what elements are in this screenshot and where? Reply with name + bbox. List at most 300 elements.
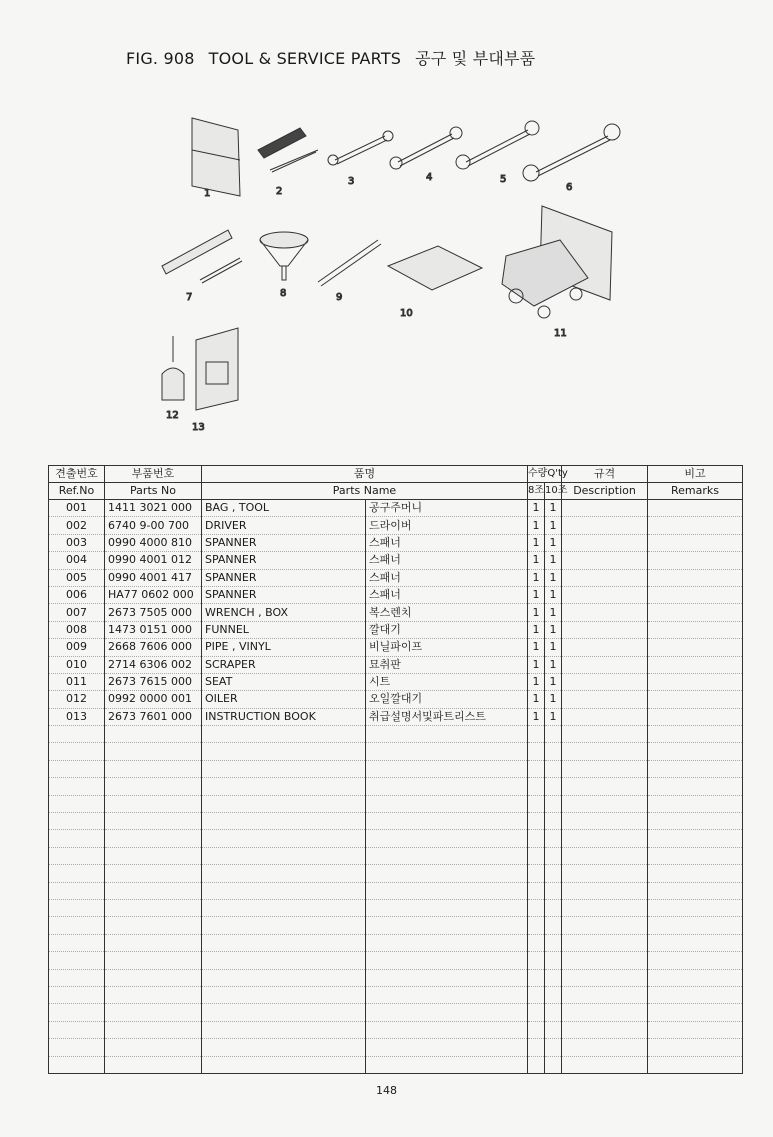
cell-name-en: BAG , TOOL [202, 500, 366, 517]
box-wrench-drawing [162, 230, 242, 283]
cell-q8: 1 [528, 517, 545, 534]
cell-ref: 007 [49, 604, 105, 621]
col-partsno-en: Parts No [105, 483, 202, 500]
cell-name-ko [366, 934, 528, 951]
cell-ref: 006 [49, 586, 105, 603]
cell-parts-no: 1411 3021 000 [105, 500, 202, 517]
cell-name-en [202, 1039, 366, 1056]
cell-q10 [545, 969, 562, 986]
title-english: TOOL & SERVICE PARTS [208, 49, 402, 68]
callout-5: 5 [500, 174, 507, 185]
cell-remarks [648, 673, 743, 690]
cell-name-en [202, 847, 366, 864]
cell-name-ko [366, 813, 528, 830]
cell-remarks [648, 830, 743, 847]
cell-q8: 1 [528, 500, 545, 517]
cell-ref [49, 917, 105, 934]
cell-parts-no: 2673 7615 000 [105, 673, 202, 690]
empty-table-row [49, 1021, 743, 1038]
table-row [49, 691, 743, 708]
cell-remarks [648, 986, 743, 1003]
cell-parts-no: 0992 0000 001 [105, 691, 202, 708]
cell-q8: 1 [528, 534, 545, 551]
cell-desc [562, 986, 648, 1003]
parts-table-body [49, 500, 743, 1074]
cell-q10 [545, 899, 562, 916]
cell-q10 [545, 934, 562, 951]
cell-parts-no: 0990 4001 012 [105, 552, 202, 569]
cell-desc [562, 639, 648, 656]
cell-parts-no [105, 952, 202, 969]
col-qty-8: 8조 [528, 483, 545, 500]
cell-q10: 1 [545, 569, 562, 586]
cell-desc [562, 847, 648, 864]
cell-name-en: INSTRUCTION BOOK [202, 708, 366, 725]
cell-name-ko [366, 1039, 528, 1056]
cell-name-ko [366, 969, 528, 986]
empty-table-row [49, 969, 743, 986]
empty-table-row [49, 952, 743, 969]
cell-q10 [545, 986, 562, 1003]
cell-desc [562, 778, 648, 795]
cell-ref [49, 1039, 105, 1056]
col-desc-ko: 규격 [562, 466, 648, 483]
table-row [49, 639, 743, 656]
cell-desc [562, 899, 648, 916]
cell-ref [49, 934, 105, 951]
cell-q8: 1 [528, 569, 545, 586]
empty-table-row [49, 778, 743, 795]
cell-q8 [528, 1021, 545, 1038]
header-row-english [49, 483, 743, 500]
table-row [49, 569, 743, 586]
table-row [49, 621, 743, 638]
col-qty-ko: 수량Q'ty [528, 466, 562, 483]
callout-13: 13 [192, 422, 205, 433]
cell-desc [562, 552, 648, 569]
cell-desc [562, 795, 648, 812]
cell-parts-no: 2714 6306 002 [105, 656, 202, 673]
cell-name-ko [366, 795, 528, 812]
cell-name-ko [366, 986, 528, 1003]
cell-name-ko [366, 952, 528, 969]
cell-name-en [202, 760, 366, 777]
table-row [49, 534, 743, 551]
cell-name-en [202, 986, 366, 1003]
callout-2: 2 [276, 186, 283, 197]
cell-q8 [528, 917, 545, 934]
cell-remarks [648, 813, 743, 830]
cell-name-en: SPANNER [202, 569, 366, 586]
cell-parts-no: HA77 0602 000 [105, 586, 202, 603]
cell-q10: 1 [545, 621, 562, 638]
cell-name-ko [366, 917, 528, 934]
cell-remarks [648, 1004, 743, 1021]
spanner-5-drawing [456, 121, 539, 169]
empty-table-row [49, 865, 743, 882]
cell-parts-no [105, 1021, 202, 1038]
cell-desc [562, 813, 648, 830]
cell-ref [49, 899, 105, 916]
cell-desc [562, 917, 648, 934]
cell-parts-no: 2673 7601 000 [105, 708, 202, 725]
cell-remarks [648, 569, 743, 586]
cell-name-ko: 스패너 [366, 569, 528, 586]
cell-desc [562, 934, 648, 951]
page-number: 148 [376, 1084, 397, 1097]
cell-name-ko [366, 1021, 528, 1038]
cell-name-en: PIPE , VINYL [202, 639, 366, 656]
cell-q8 [528, 813, 545, 830]
cell-parts-no: 1473 0151 000 [105, 621, 202, 638]
cell-parts-no [105, 743, 202, 760]
cell-q10 [545, 760, 562, 777]
cell-remarks [648, 621, 743, 638]
cell-name-ko: 비닐파이프 [366, 639, 528, 656]
cell-q10: 1 [545, 708, 562, 725]
cell-name-ko: 묘취판 [366, 656, 528, 673]
cell-ref [49, 813, 105, 830]
cell-remarks [648, 656, 743, 673]
cell-remarks [648, 917, 743, 934]
cell-name-ko: 공구주머니 [366, 500, 528, 517]
cell-q10 [545, 1056, 562, 1073]
cell-ref: 008 [49, 621, 105, 638]
cell-name-ko: 복스렌치 [366, 604, 528, 621]
tool-bag-drawing [192, 118, 240, 196]
empty-table-row [49, 743, 743, 760]
cell-q8 [528, 760, 545, 777]
cell-desc [562, 830, 648, 847]
cell-desc [562, 1056, 648, 1073]
cell-desc [562, 586, 648, 603]
cell-q10: 1 [545, 691, 562, 708]
cell-ref [49, 830, 105, 847]
cell-ref [49, 1056, 105, 1073]
cell-q8: 1 [528, 586, 545, 603]
table-row [49, 517, 743, 534]
empty-table-row [49, 917, 743, 934]
cell-name-en [202, 795, 366, 812]
cell-q10 [545, 1004, 562, 1021]
cell-q10: 1 [545, 552, 562, 569]
cell-desc [562, 500, 648, 517]
cell-name-ko: 시트 [366, 673, 528, 690]
spanner-4-drawing [390, 127, 462, 169]
cell-parts-no: 0990 4000 810 [105, 534, 202, 551]
cell-q8: 1 [528, 639, 545, 656]
empty-table-row [49, 760, 743, 777]
cell-name-en [202, 882, 366, 899]
cell-remarks [648, 534, 743, 551]
cell-remarks [648, 743, 743, 760]
cell-name-en [202, 1056, 366, 1073]
cell-name-en: SEAT [202, 673, 366, 690]
cell-remarks [648, 517, 743, 534]
cell-remarks [648, 586, 743, 603]
parts-table [48, 465, 743, 1074]
col-name-ko: 품명 [202, 466, 528, 483]
cell-ref: 011 [49, 673, 105, 690]
empty-table-row [49, 882, 743, 899]
cell-name-ko [366, 778, 528, 795]
cell-desc [562, 673, 648, 690]
cell-name-en: SPANNER [202, 552, 366, 569]
cell-name-ko [366, 899, 528, 916]
cell-desc [562, 726, 648, 743]
cell-name-en [202, 952, 366, 969]
cell-q8 [528, 726, 545, 743]
cell-q8 [528, 865, 545, 882]
cell-q10 [545, 865, 562, 882]
cell-name-en: SPANNER [202, 534, 366, 551]
cell-name-en: WRENCH , BOX [202, 604, 366, 621]
cell-name-ko [366, 760, 528, 777]
cell-parts-no [105, 813, 202, 830]
cell-q8: 1 [528, 604, 545, 621]
cell-name-ko: 깔대기 [366, 621, 528, 638]
cell-parts-no: 2668 7606 000 [105, 639, 202, 656]
funnel-drawing [260, 232, 308, 280]
cell-q10 [545, 726, 562, 743]
col-remarks-en: Remarks [648, 483, 743, 500]
cell-remarks [648, 847, 743, 864]
empty-table-row [49, 795, 743, 812]
cell-q8 [528, 882, 545, 899]
callout-4: 4 [426, 172, 433, 183]
cell-desc [562, 1004, 648, 1021]
cell-desc [562, 743, 648, 760]
cell-parts-no [105, 1004, 202, 1021]
cell-ref [49, 986, 105, 1003]
cell-q10: 1 [545, 673, 562, 690]
cell-q8: 1 [528, 656, 545, 673]
spanner-3-drawing [328, 131, 393, 165]
cell-desc [562, 691, 648, 708]
cell-ref [49, 743, 105, 760]
cell-ref: 003 [49, 534, 105, 551]
cell-parts-no: 2673 7505 000 [105, 604, 202, 621]
cell-name-ko: 드라이버 [366, 517, 528, 534]
cell-remarks [648, 865, 743, 882]
cell-ref [49, 1004, 105, 1021]
page-title [126, 46, 535, 69]
cell-ref [49, 778, 105, 795]
cell-name-en [202, 934, 366, 951]
cell-name-en: DRIVER [202, 517, 366, 534]
cell-ref [49, 882, 105, 899]
parts-illustration [140, 100, 640, 440]
empty-table-row [49, 1004, 743, 1021]
cell-parts-no [105, 882, 202, 899]
cell-ref: 004 [49, 552, 105, 569]
cell-parts-no [105, 934, 202, 951]
cell-q8 [528, 952, 545, 969]
callout-9: 9 [336, 292, 343, 303]
cell-name-ko: 오일깔대기 [366, 691, 528, 708]
cell-remarks [648, 639, 743, 656]
cell-desc [562, 969, 648, 986]
seat-drawing [502, 206, 612, 318]
cell-q8 [528, 934, 545, 951]
empty-table-row [49, 1039, 743, 1056]
cell-name-ko [366, 1056, 528, 1073]
cell-name-en [202, 865, 366, 882]
cell-ref: 012 [49, 691, 105, 708]
cell-desc [562, 1021, 648, 1038]
cell-q10: 1 [545, 656, 562, 673]
cell-q10 [545, 847, 562, 864]
cell-remarks [648, 795, 743, 812]
cell-name-en [202, 969, 366, 986]
cell-q8 [528, 1004, 545, 1021]
cell-name-en [202, 813, 366, 830]
cell-name-ko [366, 743, 528, 760]
col-ref-en: Ref.No [49, 483, 105, 500]
cell-parts-no [105, 899, 202, 916]
cell-parts-no [105, 986, 202, 1003]
cell-q10 [545, 830, 562, 847]
cell-q8 [528, 1039, 545, 1056]
header-row-korean [49, 466, 743, 483]
col-ref-ko: 견출번호 [49, 466, 105, 483]
cell-desc [562, 865, 648, 882]
cell-remarks [648, 708, 743, 725]
cell-desc [562, 1039, 648, 1056]
cell-q10 [545, 917, 562, 934]
cell-name-en [202, 743, 366, 760]
cell-desc [562, 708, 648, 725]
cell-q10: 1 [545, 604, 562, 621]
cell-desc [562, 656, 648, 673]
cell-q10 [545, 1039, 562, 1056]
cell-remarks [648, 969, 743, 986]
table-row [49, 604, 743, 621]
cell-remarks [648, 882, 743, 899]
empty-table-row [49, 847, 743, 864]
cell-name-ko [366, 882, 528, 899]
cell-q8: 1 [528, 691, 545, 708]
cell-name-ko: 스패너 [366, 586, 528, 603]
cell-parts-no [105, 969, 202, 986]
cell-q8 [528, 847, 545, 864]
callout-10: 10 [400, 308, 413, 319]
cell-name-ko: 스패너 [366, 534, 528, 551]
cell-name-en [202, 778, 366, 795]
cell-parts-no: 6740 9-00 700 [105, 517, 202, 534]
col-name-en: Parts Name [202, 483, 528, 500]
cell-q8 [528, 899, 545, 916]
empty-table-row [49, 726, 743, 743]
cell-q10 [545, 743, 562, 760]
vinyl-pipe-drawing [318, 240, 381, 286]
cell-name-en [202, 917, 366, 934]
cell-q8 [528, 830, 545, 847]
callout-12: 12 [166, 410, 179, 421]
cell-q8: 1 [528, 621, 545, 638]
instruction-book-drawing [196, 328, 238, 410]
cell-remarks [648, 500, 743, 517]
cell-name-ko [366, 847, 528, 864]
cell-ref [49, 726, 105, 743]
title-korean: 공구 및 부대부품 [415, 49, 536, 68]
table-row [49, 708, 743, 725]
cell-remarks [648, 934, 743, 951]
cell-ref [49, 1021, 105, 1038]
oiler-drawing [162, 336, 184, 400]
cell-q10 [545, 882, 562, 899]
table-row [49, 500, 743, 517]
cell-remarks [648, 1021, 743, 1038]
empty-table-row [49, 934, 743, 951]
cell-remarks [648, 1056, 743, 1073]
cell-q10: 1 [545, 517, 562, 534]
scraper-drawing [388, 246, 482, 290]
cell-remarks [648, 778, 743, 795]
cell-name-en: SPANNER [202, 586, 366, 603]
empty-table-row [49, 899, 743, 916]
cell-ref [49, 847, 105, 864]
cell-parts-no [105, 865, 202, 882]
cell-remarks [648, 899, 743, 916]
empty-table-row [49, 986, 743, 1003]
cell-q10 [545, 795, 562, 812]
cell-ref: 010 [49, 656, 105, 673]
table-row [49, 586, 743, 603]
empty-table-row [49, 1056, 743, 1073]
callout-11: 11 [554, 328, 567, 339]
cell-parts-no [105, 830, 202, 847]
cell-name-en [202, 1004, 366, 1021]
cell-q8: 1 [528, 673, 545, 690]
cell-desc [562, 604, 648, 621]
cell-name-ko [366, 830, 528, 847]
callout-1: 1 [204, 188, 211, 199]
cell-q10 [545, 778, 562, 795]
cell-remarks [648, 691, 743, 708]
cell-name-ko [366, 726, 528, 743]
cell-ref [49, 795, 105, 812]
callout-3: 3 [348, 176, 355, 187]
figure-number: FIG. 908 [126, 49, 195, 68]
cell-remarks [648, 604, 743, 621]
cell-remarks [648, 952, 743, 969]
cell-name-ko [366, 865, 528, 882]
cell-remarks [648, 760, 743, 777]
cell-q8 [528, 778, 545, 795]
cell-parts-no: 0990 4001 417 [105, 569, 202, 586]
cell-name-en: SCRAPER [202, 656, 366, 673]
cell-q8: 1 [528, 552, 545, 569]
cell-desc [562, 760, 648, 777]
empty-table-row [49, 813, 743, 830]
cell-ref [49, 865, 105, 882]
cell-name-ko: 스패너 [366, 552, 528, 569]
cell-parts-no [105, 1039, 202, 1056]
cell-name-en: FUNNEL [202, 621, 366, 638]
cell-desc [562, 621, 648, 638]
col-partsno-ko: 부품번호 [105, 466, 202, 483]
cell-q8 [528, 743, 545, 760]
cell-remarks [648, 1039, 743, 1056]
cell-q10 [545, 1021, 562, 1038]
cell-parts-no [105, 1056, 202, 1073]
cell-q10: 1 [545, 500, 562, 517]
col-remarks-ko: 비고 [648, 466, 743, 483]
cell-q8 [528, 986, 545, 1003]
cell-name-en [202, 1021, 366, 1038]
cell-q10: 1 [545, 586, 562, 603]
